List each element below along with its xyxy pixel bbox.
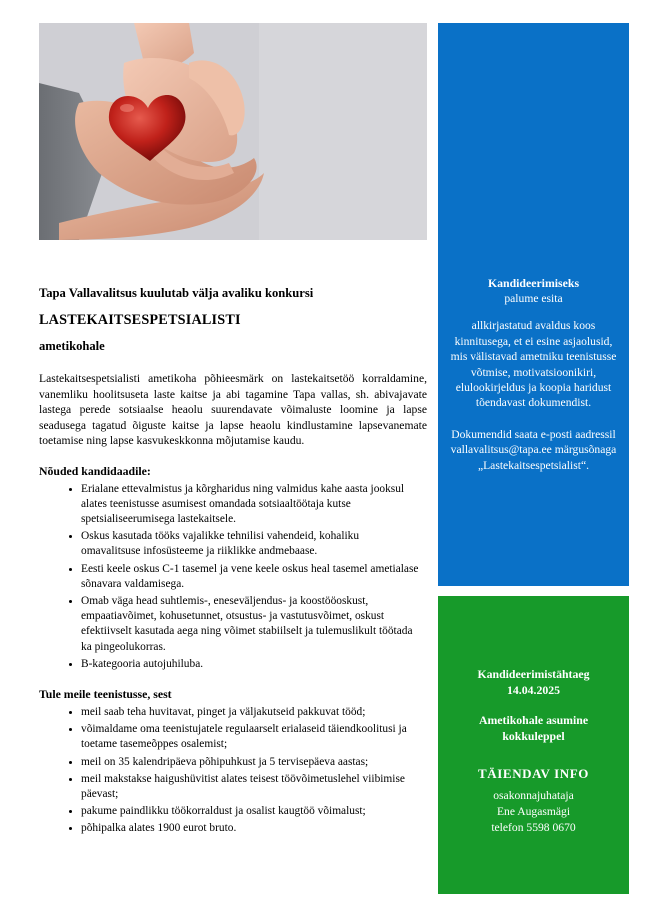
intro-line: Tapa Vallavalitsus kuulutab välja avaliku konkursi (39, 286, 314, 300)
deadline-info-box (438, 596, 629, 894)
announcement-body (39, 285, 427, 839)
hands-heart-illustration (39, 23, 427, 240)
application-heading: Kandideerimiseks (487, 276, 580, 290)
contact-phone: telefon 5598 0670 (491, 821, 576, 834)
additional-info-heading: TÄIENDAV INFO (478, 766, 589, 781)
application-info-box (438, 23, 629, 586)
deadline-date: 14.04.2025 (506, 683, 561, 697)
requirement-item: • Omab väga head suhtlemis-, eneseväljendus- ja koostööoskust, empaatiavõimet, kohusetunnet, otsustus- ja vastutusvõimet, oskust efektiivselt kasutada aega ning võimet stabiilselt ja tulemuslikult töötada ka pingeolukorras. (81, 594, 427, 655)
offer-item: • pakume paindlikku töökorraldust ja osalist kaugtöö võimalust; (81, 804, 427, 819)
offer-list (39, 705, 427, 837)
position-description: Lastekaitsespetsialisti ametikoha põhieesmärk on lastekaitsetöö korraldamine, vanemliku hoolitsuseta laste kaitse ja abi tagamine Tapa vallas, sh. abivajavate lastega perede sotsiaalse heaolu suurendavate võimaluste loomine ja lapse seadusega tagatud õiguste kaitse ja lapse heaolu kindlustamine lapsevanemate toetamise ning lapse kasvukeskkonna mõjutamise kaudu. (39, 372, 427, 447)
required-documents-text: allkirjastatud avaldus koos kinnitusega, et ei esine asjaolusid, mis välistavad ametniku teenistusse võtmise, motivatsioonikiri, elulookirjeldus ja koopia haridust tõendavast dokumendist. (450, 319, 617, 410)
submission-instructions-text: Dokumendid saata e-posti aadressil vallavalitsus@tapa.ee märgusõnaga „Lastekaitsespetsialist“. (450, 427, 617, 472)
position-subtitle: ametikohale (39, 339, 105, 353)
requirement-item: • Erialane ettevalmistus ja kõrgharidus ning valmidus kahe aasta jooksul alates teenistusse asumisest omandada sotsiaaltöötaja kutse spetsialiseerumisega lastekaitsele. (81, 482, 427, 528)
requirement-item: • Eesti keele oskus C-1 tasemel ja vene keele oskus heal tasemel ametialase sõnavara valdamisega. (81, 562, 427, 592)
contact-role: osakonnajuhataja (493, 789, 574, 802)
start-label: Ametikohale asumine kokkuleppel (478, 713, 589, 743)
requirements-heading: Nõuded kandidaadile: (39, 463, 151, 478)
offer-item: • meil on 35 kalendripäeva põhipuhkust ja 5 tervisepäeva aastas; (81, 755, 427, 770)
deadline-label: Kandideerimistähtaeg (477, 667, 590, 681)
offer-item: • meil makstakse haigushüvitist alates teisest töövõimetuslehel viibimise päevast; (81, 772, 427, 802)
offer-item: • meil saab teha huvitavat, pinget ja väljakutseid pakkuvat tööd; (81, 705, 427, 720)
contact-name: Ene Augasmägi (496, 805, 571, 818)
application-subheading: palume esita (504, 292, 563, 305)
requirement-item: • B-kategooria autojuhiluba. (81, 657, 427, 672)
requirements-list (39, 482, 427, 672)
hands-holding-heart-photo (39, 23, 427, 240)
offer-item: • võimaldame oma teenistujatele regulaarselt erialaseid täiendkoolitusi ja toetame tasemeõppes osalemist; (81, 722, 427, 752)
position-title: LASTEKAITSESPETSIALISTI (39, 312, 241, 328)
offer-item: • põhipalka alates 1900 eurot bruto. (81, 821, 427, 836)
requirement-item: • Oskus kasutada tööks vajalikke tehnilisi vahendeid, kohaliku omavalitsuse infosüsteeme ja riiklikke andmebaase. (81, 529, 427, 559)
offer-heading: Tule meile teenistusse, sest (39, 686, 172, 701)
